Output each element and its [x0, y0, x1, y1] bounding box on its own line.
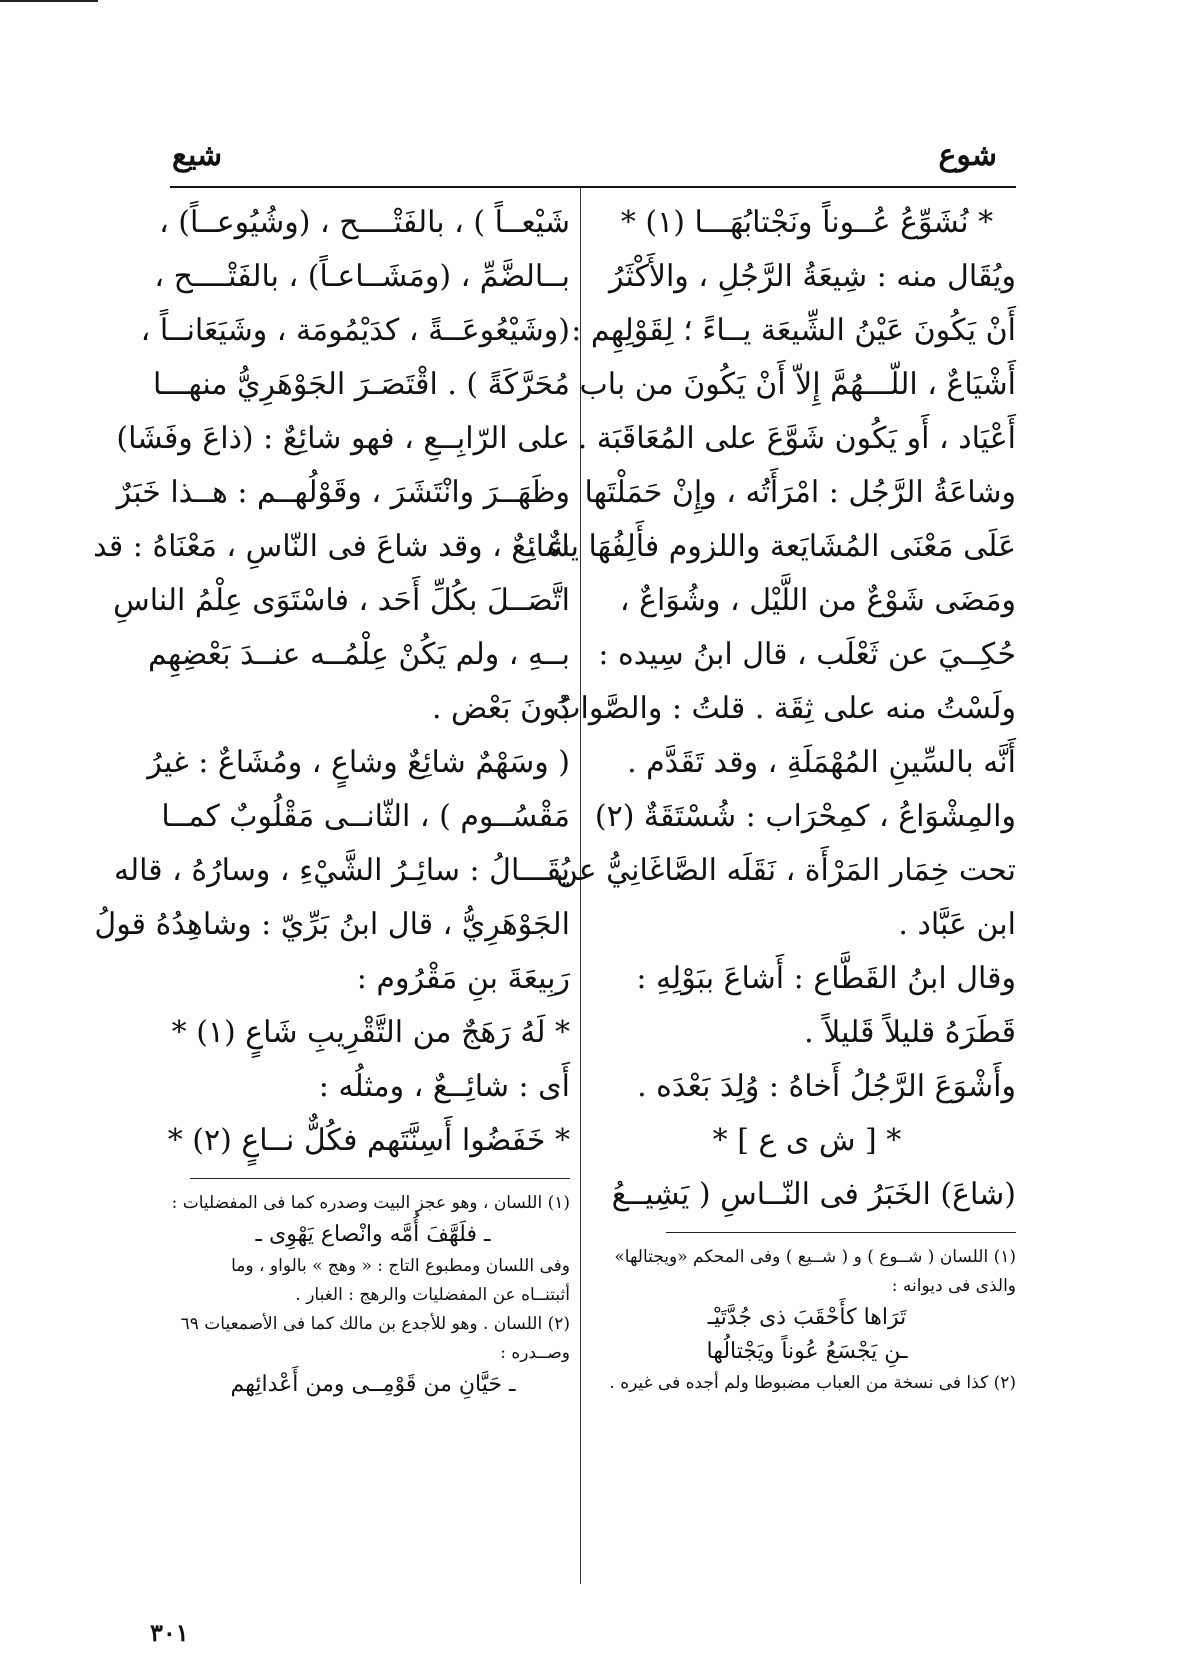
header-right-word: شوع: [938, 138, 997, 173]
page-number: ٣٠١: [150, 1618, 189, 1647]
text-line: شَيْعــاً ) ، بالفَتْــــح ، (وشُيُوعــاً) ،: [159, 205, 570, 240]
text-line: أَنَّه بالسِّينِ المُهْمَلَةِ ، وقد تَقَدَّم .: [627, 745, 1016, 780]
text-line: على الرّابِــعِ ، فهو شائِعٌ : (ذاعَ وفَشَا): [116, 421, 570, 456]
text-line: ولَسْتُ منه على ثِقَة . قلتُ : والصَّوابُ: [552, 691, 1016, 726]
text-line: أَعْيَاد ، أَو يَكُون شَوَّعَ على المُعَاقَبَة .: [577, 421, 1016, 456]
footnote-line: (٢) اللسان . وهو للأجدع بن مالك كما فى الأصمعيات ٦٩: [180, 1314, 570, 1334]
text-line: حُكِــيَ عن ثَعْلَب ، قال ابنُ سِيده :: [598, 637, 1016, 672]
header-rule: [170, 186, 1016, 188]
footnote-line: (١) اللسان ( شــوع ) و ( شــيع ) وفى المحكم «ويجتالها»: [614, 1247, 1016, 1267]
footnote-line: (١) اللسان ، وهو عجز البيت وصدره كما فى المفضليات :: [171, 1193, 570, 1213]
text-line: اتَّصَــلَ بكُلِّ أَحَد ، فاسْتَوَى عِلْمُ الناسِ: [113, 583, 570, 618]
text-line: شائِعٌ ، وقد شاعَ فى النّاسِ ، مَعْنَاهُ : قد: [93, 529, 570, 564]
text-line: ابن عَبَّاد .: [898, 907, 1016, 942]
footnote-verse: ـ فلَهَّفَ أُمَّه وانْصاع يَهْوِى ـ: [255, 1222, 491, 1247]
text-line: مُحَرَّكَةً ) . اقْتَصَـرَ الجَوْهَرِيُّ منهـــا: [152, 367, 570, 402]
text-line: بــهِ ، ولم يَكُنْ عِلْمُــه عنــدَ بَعْضِهِم: [147, 637, 570, 672]
footnote-line: وصــدره :: [500, 1343, 570, 1363]
text-line: وأَشْوَعَ الرَّجُلُ أَخاهُ : وُلِدَ بَعْدَه .: [637, 1069, 1016, 1104]
text-line: وقال ابنُ القَطَّاع : أَشاعَ ببَوْلِهِ :: [636, 961, 1016, 996]
text-line: مَقْسُــوم ) ، الثّانــى مَقْلُوبٌ كمــا: [161, 799, 570, 834]
text-line: ( وسَهْمٌ شائِعٌ وشاعٍ ، ومُشَاعٌ : غيرُ: [147, 745, 570, 780]
footnote-rule: [666, 1232, 1016, 1233]
text-line: قَطَرَهُ قليلاً قَليلاً .: [804, 1015, 1016, 1050]
text-line: أَى : شائِــعٌ ، ومثلُه :: [318, 1069, 570, 1104]
top-edge-mark: [0, 0, 98, 2]
text-line: وشاعَةُ الرَّجُل : امْرَأَتُه ، وإِنْ حَمَلْتَها: [584, 475, 1016, 510]
text-line: بــالضَّمِّ ، (ومَشَــاعـاً) ، بالفَتْــــح ،: [154, 259, 570, 294]
text-line: تحت خِمَار المَرْأَة ، نَقَلَه الصَّاغَانِيُّ عن: [555, 853, 1016, 888]
footnote-line: أثبتنــاه عن المفضليات والرهج : الغبار .: [295, 1285, 570, 1305]
verse-line: * نُشَوِّعُ عُــوناً ونَجْتابُهَـــا (١) *: [620, 205, 994, 240]
text-line: وظَهَــرَ وانْتَشَرَ ، وقَوْلُهــم : هــذا خَبَرٌ: [116, 475, 570, 510]
footnote-line: (٢) كذا فى نسخة من العباب مضبوطا ولم أجده فى غيره .: [609, 1373, 1016, 1393]
footnote-rule: [190, 1178, 570, 1179]
verse-line: * خَفَضُوا أَسِنَّتَهم فكُلٌّ نــاعٍ (٢) *: [167, 1123, 570, 1158]
header-left-word: شيع: [172, 138, 223, 173]
text-line: (وشَيْعُوعَــةً ، كدَيْمُومَة ، وشَيَعَانــاً ،: [140, 313, 570, 348]
footnote-verse: ـ حَيَّانِ من قَوْمِــى ومن أَعْدائِهم: [230, 1372, 516, 1397]
text-line: دُونَ بَعْض .: [431, 691, 570, 726]
footnote-verse: ـنِ يَجْسَعُ عُوناً ويَجْتالُها: [706, 1339, 908, 1364]
footnote-verse: تَرَاها كأَحْقَبَ ذى جُدَّتَيْـ: [707, 1305, 907, 1330]
footnote-line: وفى اللسان ومطبوع التاج : « وهج » بالواو ، وما: [231, 1256, 570, 1276]
left-column: [93, 196, 570, 1402]
text-line: ويُقَال منه : شِيعَةُ الرَّجُلِ ، والأَكْثَرُ: [608, 259, 1016, 294]
text-line: أَنْ يَكُونَ عَيْنُ الشِّيعَة يــاءً ؛ لِقَوْلِهِم :: [571, 313, 1016, 348]
verse-line: * لَهُ رَهَجٌ من التَّقْرِيبِ شَاعٍ (١) *: [171, 1015, 570, 1050]
text-line: والمِشْوَاعُ ، كمِحْرَاب : شُسْتَقَةٌ (٢): [594, 799, 1016, 834]
text-line: (شاعَ) الخَبَرُ فى النّــاسِ ( يَشِيــعُ: [611, 1177, 1016, 1212]
text-line: عَلَى مَعْنَى المُشَايَعة واللزوم فأَلِفُهَا ياءٌ .: [528, 529, 1016, 564]
text-line: يُقَـــالُ : سائِـرُ الشَّيْءِ ، وسارُهُ ، قاله: [113, 853, 570, 888]
entry-heading: * [ ش ى ع ] *: [712, 1123, 902, 1158]
text-line: رَبِيعَةَ بنِ مَقْرُوم :: [356, 961, 570, 996]
text-line: الجَوْهَرِيُّ ، قال ابنُ بَرِّيّ : وشاهِدُهُ قولُ: [94, 907, 570, 942]
text-line: ومَضَى شَوْعٌ من اللَّيْل ، وشُوَاعٌ ،: [619, 583, 1016, 618]
text-line: أَشْيَاعٌ ، اللّـــهُمَّ إِلاّ أَنْ يَكُونَ من باب: [579, 367, 1016, 402]
footnote-line: والذى فى ديوانه :: [891, 1276, 1016, 1296]
